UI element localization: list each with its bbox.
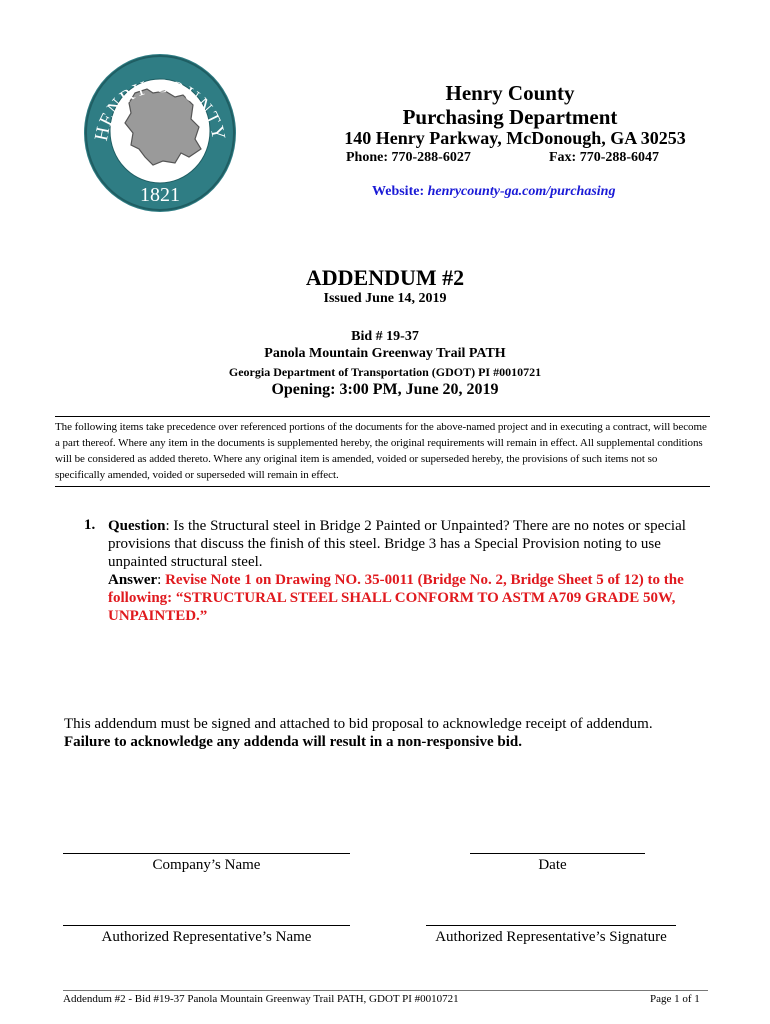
question-text: : Is the Structural steel in Bridge 2 Painted or Unpainted? There are no notes or special provisions that discuss the finish of this steel. Bridge 3 has a Special Provision noting to use unpainted structural steel. <box>108 518 686 570</box>
header-address: 140 Henry Parkway, McDonough, GA 30253 <box>344 128 686 148</box>
date-line[interactable] <box>470 853 645 854</box>
addendum-title: ADDENDUM #2 <box>305 265 465 290</box>
header-phone: Phone: 770-288-6027 <box>346 150 471 165</box>
page-number: Page 1 of 1 <box>650 993 700 1005</box>
answer-label: Answer <box>108 572 158 588</box>
rep-name-label: Authorized Representative’s Name <box>101 929 312 945</box>
seal-name-text: HENRY COUNTY <box>90 75 229 143</box>
company-name-label: Company’s Name <box>152 857 261 873</box>
ack-line-1: This addendum must be signed and attached to bid proposal to acknowledge receipt of addendum. <box>64 716 653 732</box>
answer-separator: : <box>157 572 166 588</box>
website-link[interactable]: henrycounty-ga.com/purchasing <box>427 184 616 199</box>
issued-date: Issued June 14, 2019 <box>323 291 447 306</box>
footer-text: Addendum #2 - Bid #19-37 Panola Mountain Greenway Trail PATH, GDOT PI #0010721 <box>63 993 459 1005</box>
question-answer-item <box>108 517 708 625</box>
rep-signature-line[interactable] <box>426 925 676 926</box>
website-label: Website: <box>372 184 425 199</box>
header-website <box>372 184 615 200</box>
bid-number: Bid # 19-37 <box>351 329 419 344</box>
county-seal-logo <box>83 53 237 213</box>
gdot-reference: Georgia Department of Transportation (GDOT) PI #0010721 <box>228 365 542 379</box>
header-department: Purchasing Department <box>402 105 618 129</box>
header-fax: Fax: 770-288-6047 <box>549 150 660 165</box>
question-label: Question <box>108 518 166 534</box>
header-county: Henry County <box>445 81 575 105</box>
ack-line-2: Failure to acknowledge any addenda will result in a non-responsive bid. <box>64 734 522 750</box>
acknowledgement <box>64 715 714 751</box>
precedence-notice: The following items take precedence over referenced portions of the documents for the above-named project and in executing a contract, will become a part thereof. Where any item in the documents is supplemented hereby, the original requirements will remain in effect. All supplemental conditions will be considered as added thereto. Where any original item is amended, voided or superseded hereby, the provisions of such items not so specifically amended, voided or superseded will remain in effect. <box>55 416 710 487</box>
seal-year: 1821 <box>140 184 180 206</box>
opening-time: Opening: 3:00 PM, June 20, 2019 <box>271 381 499 398</box>
company-name-line[interactable] <box>63 853 350 854</box>
project-name: Panola Mountain Greenway Trail PATH <box>264 346 506 361</box>
item-number: 1. <box>84 517 96 533</box>
date-label: Date <box>538 857 567 873</box>
footer-rule <box>63 990 708 991</box>
answer-text: Revise Note 1 on Drawing NO. 35-0011 (Bridge No. 2, Bridge Sheet 5 of 12) to the following: “STRUCTURAL STEEL SHALL CONFORM TO ASTM A709 GRADE 50W, UNPAINTED.” <box>108 572 684 624</box>
rep-name-line[interactable] <box>63 925 350 926</box>
rep-signature-label: Authorized Representative’s Signature <box>435 929 667 945</box>
